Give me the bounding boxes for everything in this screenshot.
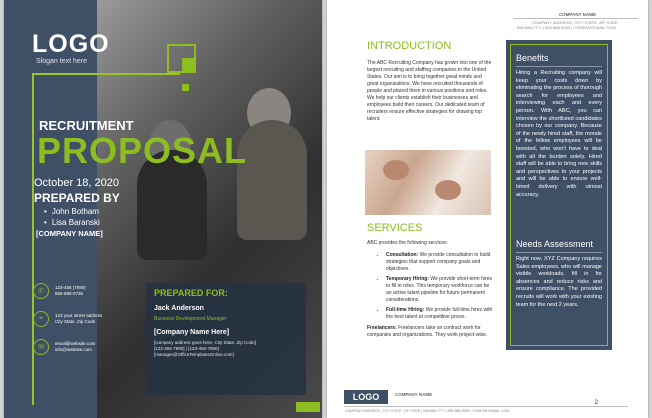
services-heading: SERVICES [367, 222, 423, 234]
author-item: • Lisa Baranski [44, 217, 100, 228]
green-square-tiny [182, 84, 189, 91]
address-line: [company address goes here, City State, Zip Code] [154, 340, 257, 345]
service-text: We provide consultation to build strategies that support company goals and objectives. [386, 252, 491, 272]
freelancers-label: Freelancers: [367, 325, 397, 331]
team-photo [365, 150, 491, 215]
contact-line: 555-888-0735 [55, 291, 84, 296]
contact-line: email@website.com [55, 341, 96, 346]
author-list [44, 206, 100, 228]
footer-logo: LOGO [344, 390, 388, 404]
inner-page [327, 0, 648, 418]
header-rule [513, 18, 638, 19]
green-corner-accent [296, 402, 320, 412]
cover-logo: LOGO [32, 30, 110, 58]
contact-address [33, 311, 102, 327]
services-list [377, 252, 493, 321]
contact-phone [33, 283, 86, 299]
freelancers-text: Freelancers take on contract work for companies and organizations. They work project-wise. [367, 325, 488, 338]
recipient-address [154, 340, 256, 358]
needs-heading: Needs Assessment [516, 239, 594, 249]
freelancers-paragraph [367, 325, 493, 339]
cover-slogan: Slogan text here [36, 58, 87, 65]
service-item [386, 276, 493, 304]
contact-line: City State, Zip Code [55, 319, 96, 324]
intro-text: The ABC Recruiting Company has grown into one of the largest recruiting and staffing companies in the United States. Our aim is to bring together great minds and great organizations. We have recruited thousands of people and placed them in various positions and roles. We help our clients establish their businesses and employees build their careers. Our dedicated team of recruiters ensure effective strategies for drawing top talent. [367, 60, 492, 122]
contact-line: 123 your street address [55, 313, 103, 318]
address-line: [123-456-7890] | [123-456-7890] [154, 346, 219, 351]
contact-line: 123-456 (7890) [55, 285, 86, 290]
services-section [367, 240, 493, 339]
recipient-title: Business Development Manager [154, 316, 227, 322]
prepared-for-box [146, 283, 306, 395]
sidebar-box [506, 40, 612, 350]
benefits-rule [516, 66, 602, 67]
cover-page [4, 0, 322, 418]
service-name: Consultation: [386, 252, 419, 258]
header-company-name: COMPANY NAME [558, 12, 596, 17]
contact-email [33, 339, 95, 355]
benefits-heading: Benefits [516, 53, 549, 63]
recipient-name: Jack Anderson [154, 305, 204, 312]
intro-heading: INTRODUCTION [367, 40, 452, 52]
contact-line: info@website.com [55, 347, 92, 352]
page-number: 2 [594, 400, 598, 406]
services-intro: ABC provides the following services: [367, 240, 448, 246]
header-address: COMPANY ADDRESS, CITY STATE, ZIP CODE [532, 20, 618, 25]
email-icon: ✉ [33, 339, 49, 355]
phone-icon: ✆ [33, 283, 49, 299]
cover-company-name: [COMPANY NAME] [36, 229, 103, 238]
address-line: [manager@OfficeTemplatesOnline.com] [154, 352, 234, 357]
needs-rule [516, 252, 602, 253]
cover-date: October 18, 2020 [34, 177, 120, 189]
service-item [386, 307, 493, 321]
prepared-for-label: PREPARED FOR: [154, 288, 228, 298]
service-item [386, 252, 493, 273]
photo-hand [435, 180, 461, 200]
title-line-1: RECRUITMENT [39, 118, 134, 133]
footer-rule [344, 406, 628, 407]
green-square-outline [167, 44, 196, 73]
photo-hand [383, 160, 409, 180]
service-text: We provide full-time hires with the best talent at competitive prices. [386, 307, 493, 320]
benefits-text: Hiring a Recruiting company will keep your costs down by eliminating the process of thorough search for employees and interviewing each and every person. With ABC, you can interview the shortlisted candidates chosen by our company. Because of the newly hired staff, the morale of the fellow employees will be boosted, who won't have to deal with all the burden solely. Hired staff will be able to bring new skills and perspectives to your projects and will be able to ensure well-timed delivery with utmost accuracy. [516, 70, 602, 198]
author-item: • John Botham [44, 206, 100, 217]
service-text: We provide short-term hires to fill in roles. This temporary workforce can be an active talent pipeline for future permanent considerations. [386, 276, 492, 303]
title-line-2: PROPOSAL [37, 130, 248, 171]
recipient-company: [Company Name Here] [154, 329, 230, 336]
service-name: Temporary Hiring: [386, 276, 429, 282]
footer-company-name: COMPANY NAME [395, 392, 433, 397]
service-name: Full-time Hiring: [386, 307, 425, 313]
needs-text: Right now, XYZ Company requires Sales employees, who will manage visible workloads, fill in for absences and reduce risks and ensure compliance. The provided recruits will work with your existing team for the next 2 years. [516, 256, 602, 308]
location-pin-icon: ⌖ [33, 311, 49, 327]
footer-contacts: COMPANY ADDRESS, CITY STATE, ZIP CODE | 555-888-7777 | 555-888-5555 | COMPANYEMAIL.COM [345, 409, 510, 413]
prepared-by-label: PREPARED BY [34, 191, 120, 205]
header-contacts: 555-888-7777 | 555-888-5555 | COMPANYEMAIL.COM [517, 25, 616, 30]
photo-person-2 [237, 120, 307, 240]
